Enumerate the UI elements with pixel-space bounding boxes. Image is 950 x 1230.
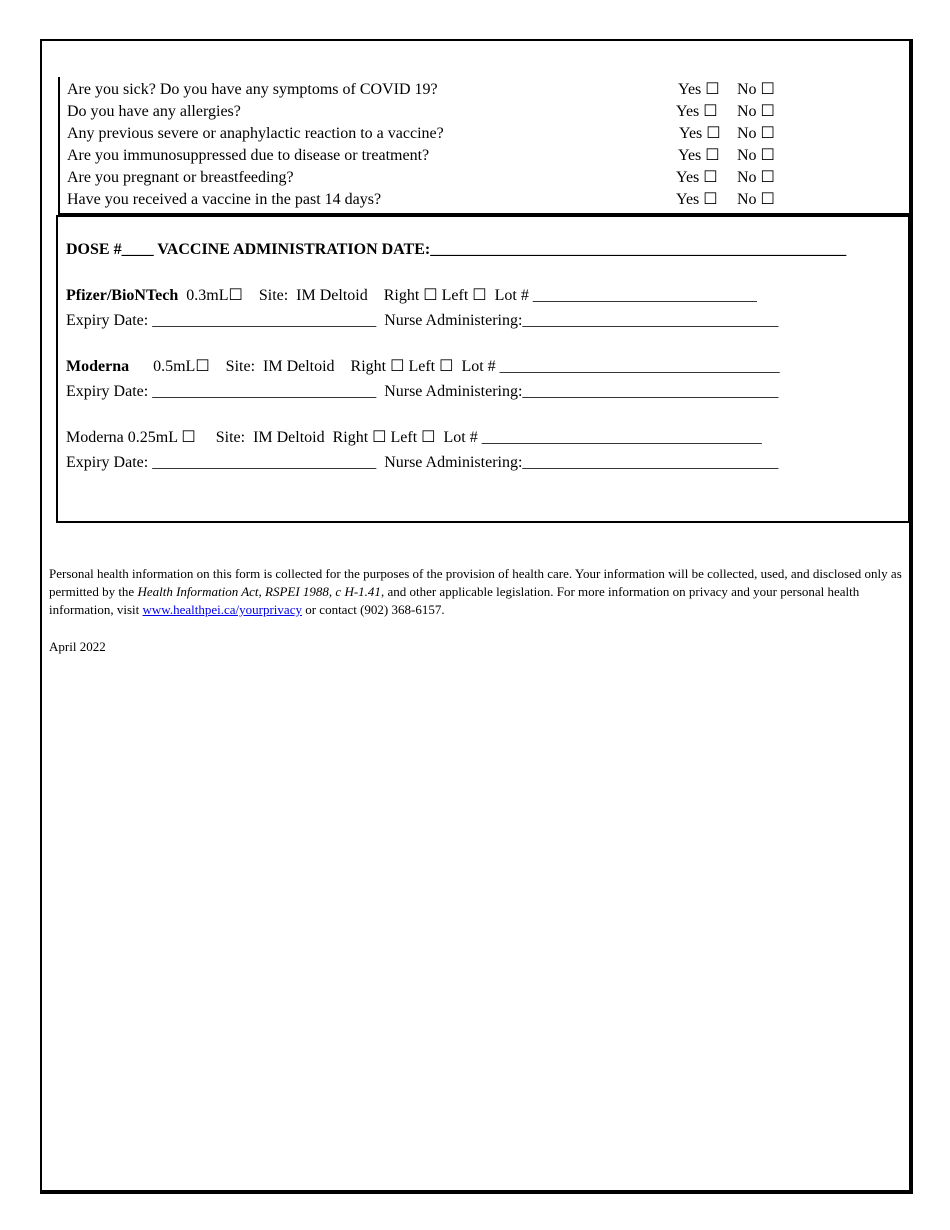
- yes-checkbox-anaphylaxis[interactable]: Yes ☐: [679, 125, 721, 142]
- yes-checkbox-recent-vaccine[interactable]: Yes ☐: [676, 191, 718, 208]
- yes-checkbox-immunosuppressed[interactable]: Yes ☐: [678, 147, 720, 164]
- question-immunosuppressed: Are you immunosuppressed due to disease or treatment?: [67, 147, 430, 164]
- question-pregnant: Are you pregnant or breastfeeding?: [67, 169, 294, 186]
- privacy-text-2: , and other applicable legislation. For more information on privacy and your personal health information, visit: [49, 584, 860, 617]
- question-anaphylaxis: Any previous severe or anaphylactic reaction to a vaccine?: [67, 125, 444, 142]
- no-checkbox-anaphylaxis[interactable]: No ☐: [737, 125, 775, 142]
- yes-checkbox-allergies[interactable]: Yes ☐: [676, 103, 718, 120]
- moderna-expiry-row[interactable]: Expiry Date: ____________________________ Nurse Administering:________________________________: [66, 383, 779, 400]
- moderna-row: [66, 357, 780, 377]
- pfizer-row: [66, 286, 757, 306]
- form-date: April 2022: [49, 639, 106, 654]
- no-checkbox-pregnant[interactable]: No ☐: [737, 169, 775, 186]
- moderna-025-expiry-row[interactable]: Expiry Date: ____________________________ Nurse Administering:________________________________: [66, 454, 779, 471]
- privacy-notice: [49, 565, 909, 619]
- no-checkbox-allergies[interactable]: No ☐: [737, 103, 775, 120]
- moderna-025-row[interactable]: Moderna 0.25mL ☐ Site: IM Deltoid Right ☐ Left ☐ Lot # ___________________________________: [66, 429, 762, 446]
- question-recent-vaccine: Have you received a vaccine in the past 14 days?: [67, 191, 382, 208]
- no-checkbox-immunosuppressed[interactable]: No ☐: [737, 147, 775, 164]
- pfizer-expiry-row[interactable]: Expiry Date: ____________________________ Nurse Administering:________________________________: [66, 312, 779, 329]
- privacy-link[interactable]: www.healthpei.ca/yourprivacy: [142, 602, 302, 617]
- moderna-details[interactable]: 0.5mL☐ Site: IM Deltoid Right ☐ Left ☐ Lot # ___________________________________: [129, 358, 780, 375]
- privacy-act-citation: Health Information Act, RSPEI 1988, c H-1.41: [137, 584, 381, 599]
- question-allergies: Do you have any allergies?: [67, 103, 241, 120]
- privacy-text: Personal health information on this form is collected for the purposes of the provision of health care. Your information will be collected, used, and disclosed only as permitted by the: [49, 566, 902, 599]
- dose-header: DOSE #____ VACCINE ADMINISTRATION DATE:____________________________________________________: [66, 241, 847, 258]
- pfizer-details[interactable]: 0.3mL☐ Site: IM Deltoid Right ☐ Left ☐ Lot # ____________________________: [178, 287, 757, 304]
- yes-checkbox-symptoms[interactable]: Yes ☐: [678, 81, 720, 98]
- no-checkbox-recent-vaccine[interactable]: No ☐: [737, 191, 775, 208]
- moderna-label: Moderna: [66, 358, 130, 375]
- yes-checkbox-pregnant[interactable]: Yes ☐: [676, 169, 718, 186]
- question-symptoms: Are you sick? Do you have any symptoms of COVID 19?: [67, 81, 438, 98]
- privacy-contact: or contact (902) 368-6157.: [301, 602, 445, 617]
- no-checkbox-symptoms[interactable]: No ☐: [737, 81, 775, 98]
- pfizer-label: Pfizer/BioNTech: [66, 287, 179, 304]
